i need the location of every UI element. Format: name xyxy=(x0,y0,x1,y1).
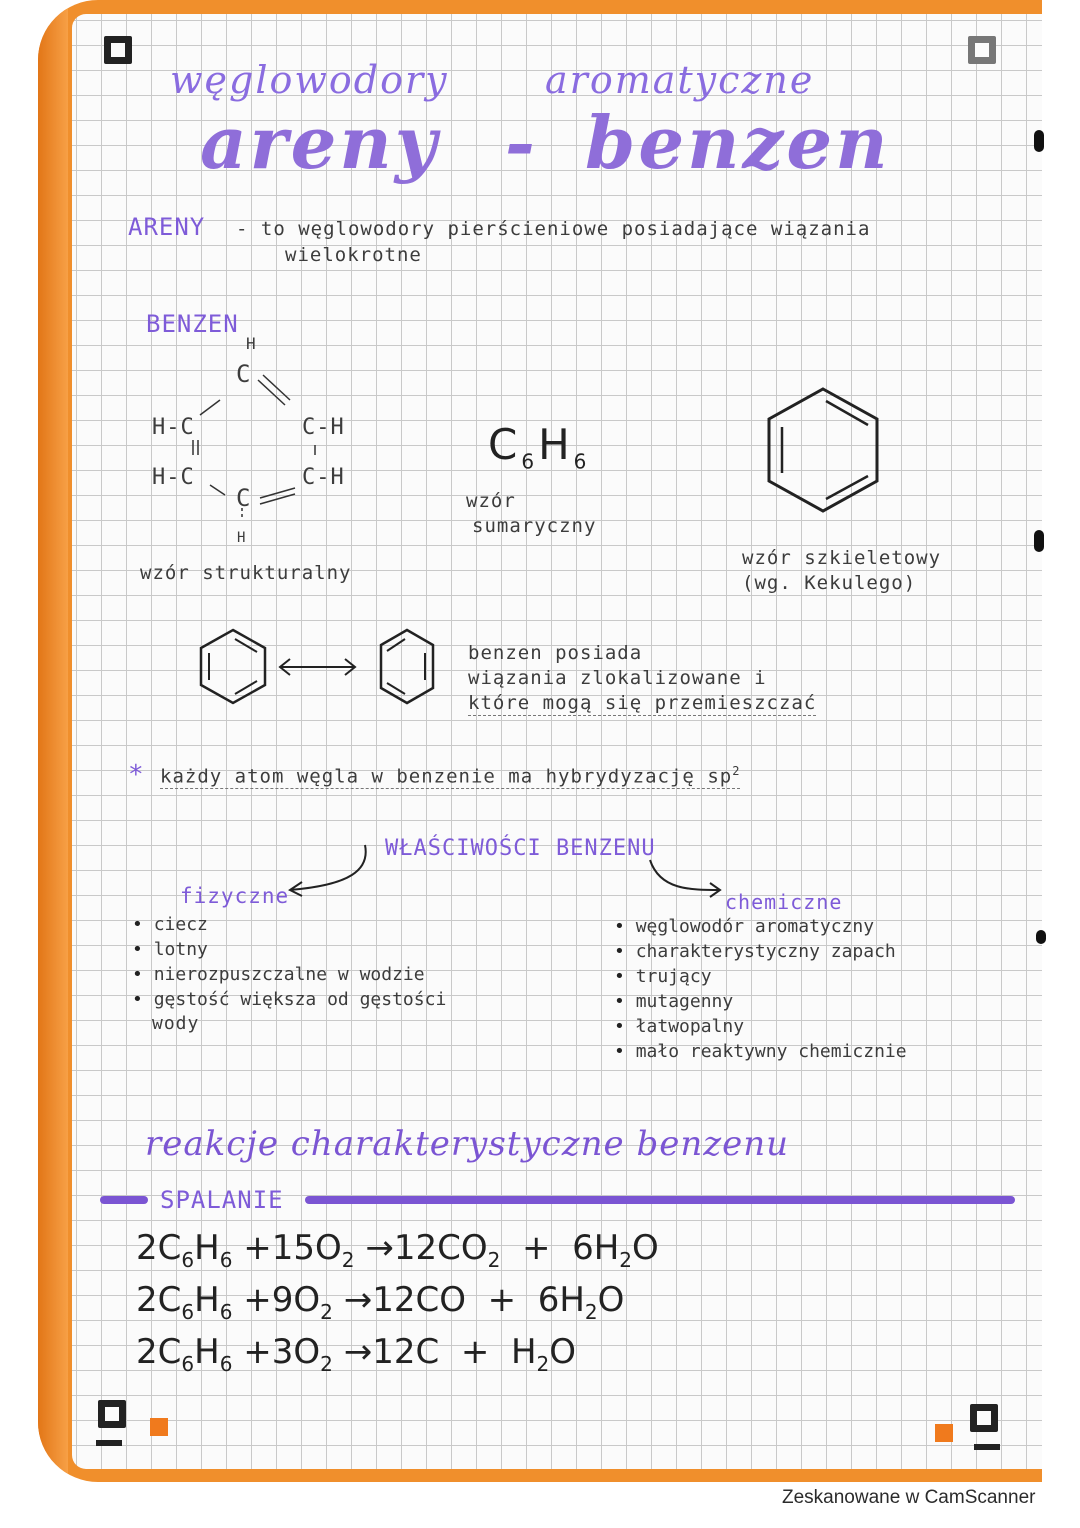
equation-soot-combustion: $2C_6H_6 +3O_2 \to 12C + H_2O$ xyxy=(136,1332,577,1376)
list-item: • łatwopalny xyxy=(614,1014,907,1039)
list-item: • ciecz xyxy=(132,912,446,937)
benzene-ring-icon xyxy=(381,630,433,703)
scan-margin xyxy=(0,0,40,1528)
structural-formula-diagram xyxy=(140,330,380,550)
atom-c-bottom: C xyxy=(236,484,252,512)
orange-square-icon xyxy=(150,1418,168,1436)
title-line2-part2: benzen xyxy=(585,100,891,185)
atom-hc-left-2: H-C xyxy=(152,465,195,490)
list-item-continuation: wody xyxy=(152,1013,200,1034)
summary-caption-line1: wzór xyxy=(466,490,516,512)
star-icon: * xyxy=(128,760,145,790)
chemical-properties-list xyxy=(614,914,907,1064)
title-line2-part1: areny xyxy=(200,100,440,185)
resonance-note-line3: które mogą się przemieszczać xyxy=(468,692,817,714)
corner-marker-icon xyxy=(104,36,132,64)
marker-bar-icon xyxy=(974,1444,1000,1450)
benzene-ring-icon xyxy=(760,385,890,525)
definition-text-line1: - to węglowodory pierścieniowe posiadające wiązania xyxy=(236,218,871,240)
list-item: • charakterystyczny zapach xyxy=(614,939,907,964)
punch-hole-icon xyxy=(1034,530,1044,552)
list-item: • gęstość większa od gęstości xyxy=(132,987,446,1012)
atom-ch-right-1: C-H xyxy=(302,415,345,440)
properties-heading: WŁAŚCIWOŚCI BENZENU xyxy=(385,836,656,861)
title-line2-dash: - xyxy=(505,100,538,185)
skeletal-caption-line1: wzór szkieletowy xyxy=(742,547,942,569)
benzen-label: BENZEN xyxy=(146,310,239,338)
equation-incomplete-combustion: $2C_6H_6 +9O_2 \to 12CO + 6H_2O$ xyxy=(136,1280,625,1324)
chemical-label: chemiczne xyxy=(725,890,843,914)
list-item: • mało reaktywny chemicznie xyxy=(614,1039,907,1064)
list-item: • nierozpuszczalne w wodzie xyxy=(132,962,446,987)
resonance-note-line2: wiązania zlokalizowane i xyxy=(468,667,767,689)
list-item: • trujący xyxy=(614,964,907,989)
summary-caption-line2: sumaryczny xyxy=(472,515,597,537)
atom-ch-right-2: C-H xyxy=(302,465,345,490)
list-item: • mutagenny xyxy=(614,989,907,1014)
summary-formula: $C_6H_6$ xyxy=(488,420,591,474)
title-line1-part1: węglowodory xyxy=(170,58,449,102)
spalanie-label: SPALANIE xyxy=(160,1186,284,1214)
benzene-ring-icon xyxy=(201,630,265,703)
corner-marker-icon xyxy=(98,1400,126,1428)
physical-label: fizyczne xyxy=(180,884,290,908)
corner-marker-icon xyxy=(968,36,996,64)
physical-properties-list xyxy=(132,912,446,1012)
title-line1-part2: aromatyczne xyxy=(545,58,815,102)
list-item: • węglowodór aromatyczny xyxy=(614,914,907,939)
curved-arrow-icon xyxy=(280,840,800,910)
resonance-diagram xyxy=(195,625,445,715)
atom-h-top: H xyxy=(246,334,257,353)
atom-c-top: C xyxy=(236,360,252,388)
list-item: • lotny xyxy=(132,937,446,962)
highlight-bar xyxy=(305,1196,1015,1204)
definition-text-line2: wielokrotne xyxy=(285,244,422,266)
skeletal-caption-line2: (wg. Kekulego) xyxy=(742,572,917,594)
hybridization-text: każdy atom węgla w benzenie ma hybrydyzację $sp^2$ xyxy=(160,764,741,788)
atom-hc-left-1: H-C xyxy=(152,415,195,440)
corner-marker-icon xyxy=(970,1404,998,1432)
definition-term: ARENY xyxy=(128,213,206,241)
punch-hole-icon xyxy=(1036,930,1046,944)
reactions-heading: reakcje charakterystyczne benzenu xyxy=(145,1124,790,1164)
orange-square-icon xyxy=(935,1424,953,1442)
resonance-note-line1: benzen posiada xyxy=(468,642,643,664)
punch-hole-icon xyxy=(1034,130,1044,152)
scanner-footer: Zeskanowane w CamScanner xyxy=(782,1487,1036,1508)
notebook-edge xyxy=(38,0,68,1482)
resonance-arrow-icon xyxy=(280,659,355,675)
atom-h-bottom: H xyxy=(237,530,247,546)
equation-complete-combustion: $2C_6H_6 +15O_2 \to 12CO_2 + 6H_2O$ xyxy=(136,1228,659,1272)
highlight-bar xyxy=(100,1196,148,1204)
structural-caption: wzór strukturalny xyxy=(140,562,352,584)
marker-bar-icon xyxy=(96,1440,122,1446)
